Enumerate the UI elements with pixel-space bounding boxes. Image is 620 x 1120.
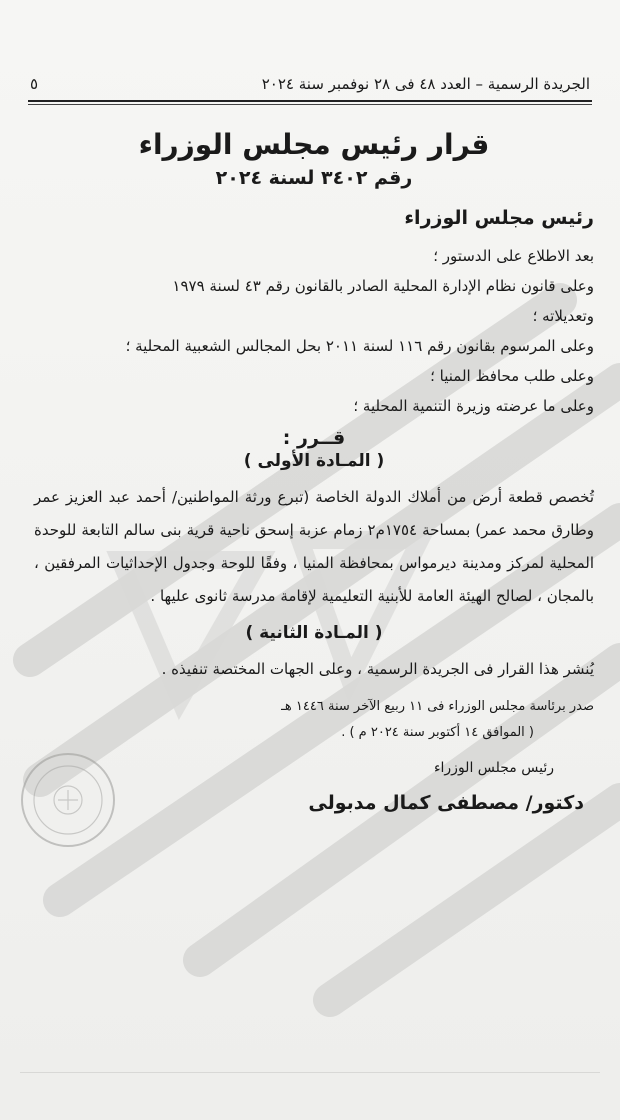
gazette-issue-title: الجريدة الرسمية – العدد ٤٨ فى ٢٨ نوفمبر سنة ٢٠٢٤ [261,75,590,93]
preamble-line: بعد الاطلاع على الدستور ؛ [433,247,594,265]
gazette-header [30,70,590,98]
preamble-line: وعلى ما عرضته وزيرة التنمية المحلية ؛ [353,397,594,415]
decree-number: رقم ٣٤٠٢ لسنة ٢٠٢٤ [215,167,413,189]
header-rule [28,100,592,102]
decides-heading: قــرر : [282,427,346,449]
decree-body [34,128,594,814]
decree-title: قرار رئيس مجلس الوزراء [138,128,490,161]
page-number: ٥ [30,75,39,93]
preamble-line: وعلى المرسوم بقانون رقم ١١٦ لسنة ٢٠١١ بحل المجالس الشعبية المحلية ؛ [125,337,594,355]
header-rule-thin [28,104,592,105]
article-1-heading: ( المـادة الأولى ) [243,451,385,471]
page-bottom-rule [20,1072,600,1073]
article-1-text: تُخصص قطعة أرض من أملاك الدولة الخاصة (تبرع ورثة المواطنين/ أحمد عبد العزيز عمر وطارق محمد عمر) بمساحة ١٧٥٤م٢ زمام عزبة إسحق ناحية قرية بنى سالم التابعة للوحدة المحلية لمركز ومدينة ديرمواس بمحافظة المنيا ، وفقًا للوحة وجدول الإحداثيات المرفقين ، بالمجان ، لصالح الهيئة العامة للأبنية التعليمية لإقامة مدرسة ثانوى عليها . [34,488,594,605]
article-2-text: يُنشر هذا القرار فى الجريدة الرسمية ، وعلى الجهات المختصة تنفيذه . [161,660,594,678]
preamble-line: وتعديلاته ؛ [532,307,594,325]
issued-date-hijri: صدر برئاسة مجلس الوزراء فى ١١ ربيع الآخر سنة ١٤٤٦ هـ [281,699,594,714]
preamble-line: وعلى قانون نظام الإدارة المحلية الصادر بالقانون رقم ٤٣ لسنة ١٩٧٩ [172,277,594,295]
signer-name: دكتور/ مصطفى كمال مدبولى [308,792,584,814]
article-2-heading: ( المـادة الثانية ) [245,623,383,643]
preamble-line: وعلى طلب محافظ المنيا ؛ [430,367,594,385]
preamble-heading: رئيس مجلس الوزراء [404,207,594,229]
issued-date-gregorian: ( الموافق ١٤ أكتوبر سنة ٢٠٢٤ م ) . [341,725,534,740]
signer-title: رئيس مجلس الوزراء [433,760,554,776]
